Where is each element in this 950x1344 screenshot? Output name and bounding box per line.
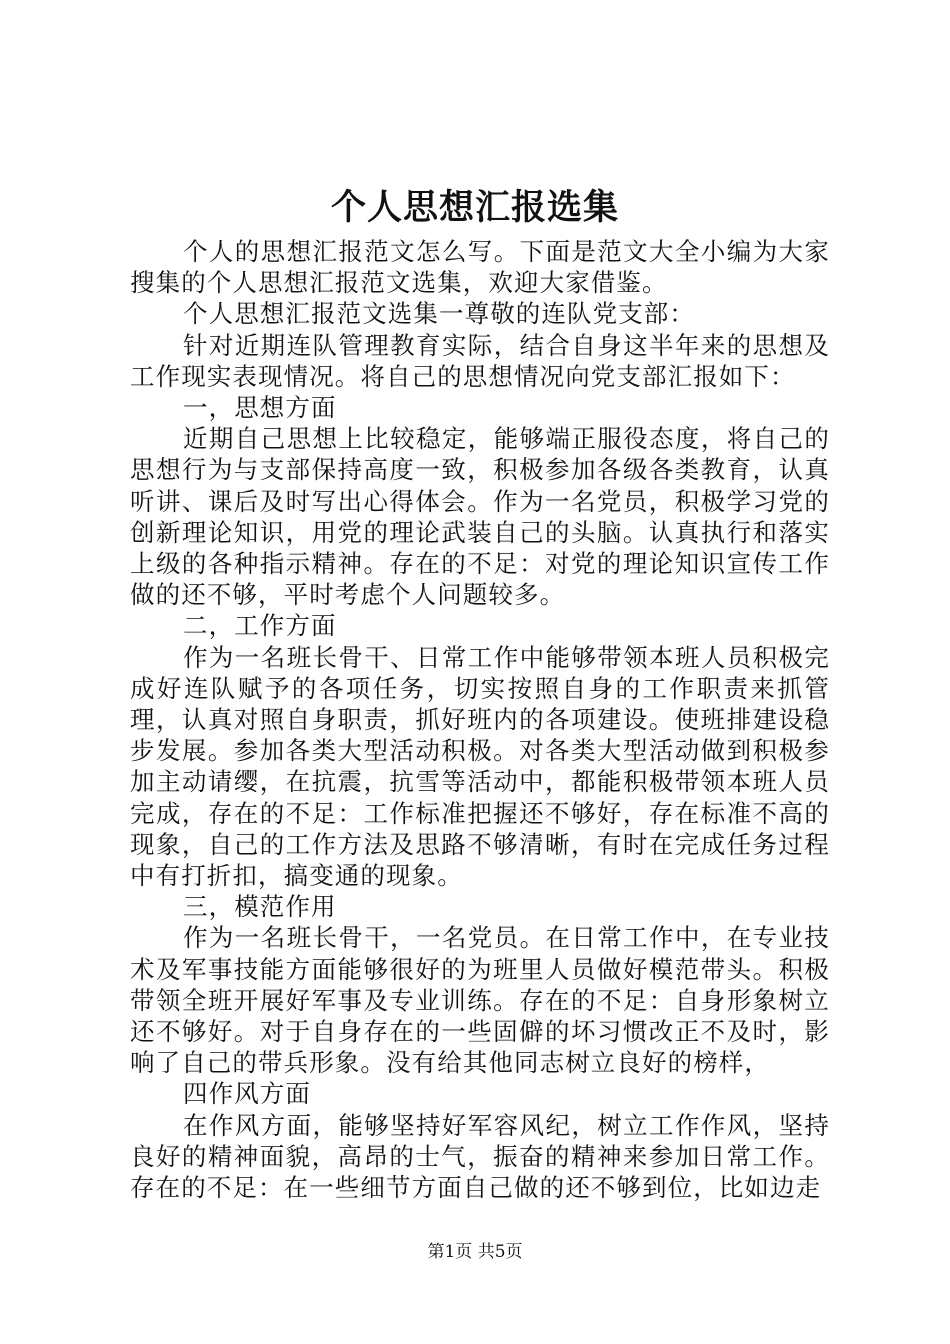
document-body <box>130 236 830 1203</box>
document-title: 个人思想汇报选集 <box>330 187 619 228</box>
paragraph-thought: 近期自己思想上比较稳定，能够端正服役态度，将自己的思想行为与支部保持高度一致，积极参加各级各类教育，认真听讲、课后及时写出心得体会。作为一名党员，积极学习党的创新理论知识，用党的理论武装自己的头脑。认真执行和落实上级的各种指示精神。存在的不足：对党的理论知识宣传工作做的还不够，平时考虑个人问题较多。 <box>130 424 830 610</box>
section-heading-style: 四作风方面 <box>183 1079 311 1109</box>
paragraph-intro: 个人的思想汇报范文怎么写。下面是范文大全小编为大家搜集的个人思想汇报范文选集，欢迎大家借鉴。 <box>130 237 830 298</box>
paragraph-model: 作为一名班长骨干，一名党员。在日常工作中，在专业技术及军事技能方面能够很好的为班里人员做好模范带头。积极带领全班开展好军事及专业训练。存在的不足：自身形象树立还不够好。对于自身存在的一些固僻的坏习惯改正不及时，影响了自己的带兵形象。没有给其他同志树立良好的榜样， <box>130 923 830 1078</box>
paragraph-salutation: 个人思想汇报范文选集一尊敬的连队党支部： <box>183 299 695 329</box>
section-heading-thought: 一，思想方面 <box>183 393 337 423</box>
section-heading-model: 三，模范作用 <box>183 892 337 922</box>
paragraph-work: 作为一名班长骨干、日常工作中能够带领本班人员积极完成好连队赋予的各项任务，切实按照自身的工作职责来抓管理，认真对照自身职责，抓好班内的各项建设。使班排建设稳步发展。参加各类大型活动积极。对各类大型活动做到积极参加主动请缨，在抗震，抗雪等活动中，都能积极带领本班人员完成，存在的不足：工作标准把握还不够好，存在标准不高的现象，自己的工作方法及思路不够清晰，有时在完成任务过程中有打折扣，搞变通的现象。 <box>130 642 830 891</box>
paragraph-style: 在作风方面，能够坚持好军容风纪，树立工作作风，坚持良好的精神面貌，高昂的士气，振奋的精神来参加日常工作。存在的不足：在一些细节方面自己做的还不够到位，比如边走 <box>130 1110 830 1203</box>
page-number-footer: 第1页 共5页 <box>427 1242 523 1262</box>
paragraph-preface: 针对近期连队管理教育实际，结合自身这半年来的思想及工作现实表现情况。将自己的思想情况向党支部汇报如下： <box>130 330 830 391</box>
section-heading-work: 二，工作方面 <box>183 611 337 641</box>
